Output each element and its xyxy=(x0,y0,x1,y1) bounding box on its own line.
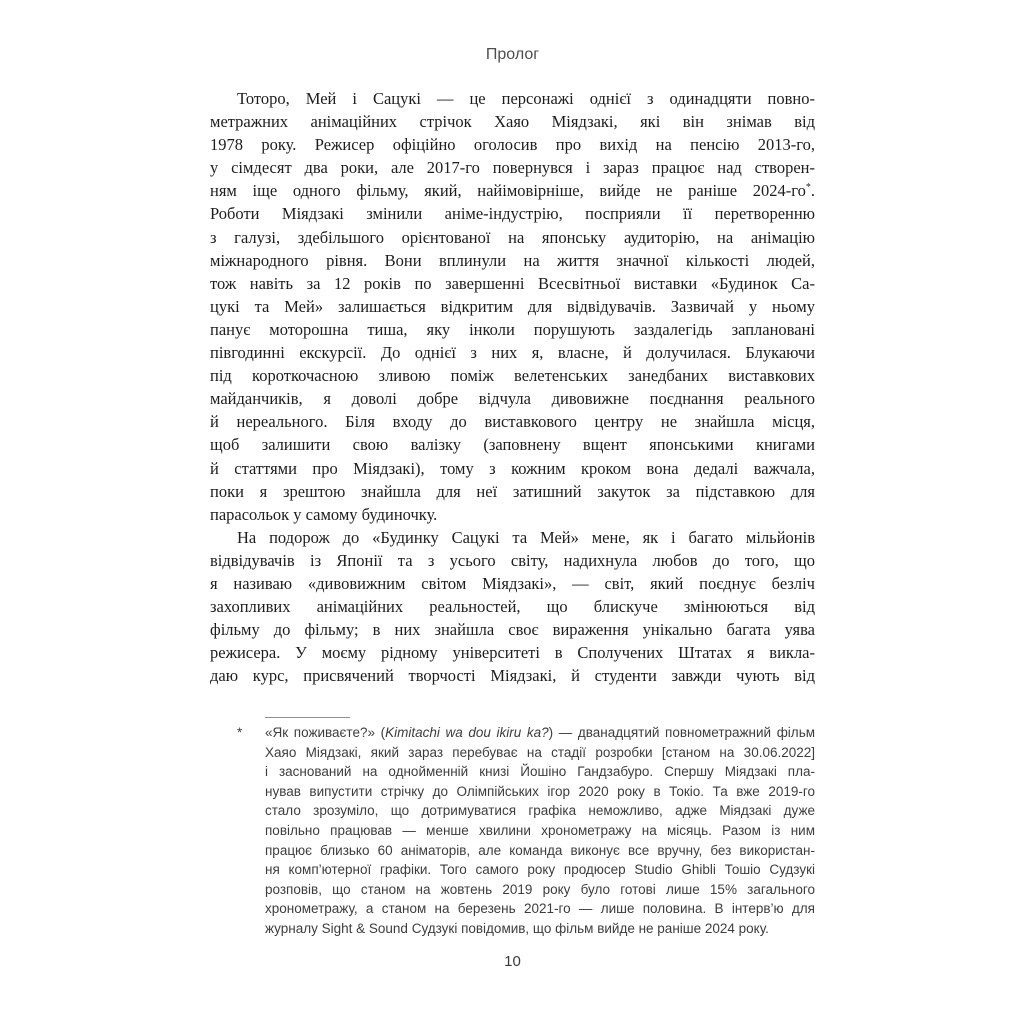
footnote-line: розповів, що станом на жовтень 2019 року було готові лише 15% загального xyxy=(265,881,815,897)
footnote-line: повільно працював — менше хвилини хронометражу на місяць. Разом із ним xyxy=(265,822,815,838)
body-text-line: тож навіть за 12 років по завершенні Всесвітньої виставки «Будинок Са- xyxy=(210,273,815,293)
footnote-marker: * xyxy=(237,725,243,740)
body-text-line: захопливих анімаційних реальностей, що блискуче змінюються від xyxy=(210,597,815,617)
body-text-line: у сімдесят два роки, але 2017-го повернувся і зараз працює над створен- xyxy=(210,158,815,178)
body-text-line: цукі та Мей» залишається відкритим для відвідувачів. Зазвичай у ньому xyxy=(210,296,815,316)
footnote-line: працює близько 60 аніматорів, але команда виконує все вручну, без використан- xyxy=(265,842,815,858)
body-text-line: відвідувачів із Японії та з усього світу, надихнула любов до того, що xyxy=(210,550,815,570)
body-text-line: майданчиків, я доволі добре відчула дивовижне поєднання реального xyxy=(210,389,815,409)
body-text-line: панує моторошна тиша, яку інколи порушують заздалегідь заплановані xyxy=(210,319,815,339)
body-text-line: режисера. У моєму рідному університеті в Сполучених Штатах я викла- xyxy=(210,643,815,663)
footnote-line: Хаяо Міядзакі, який зараз перебуває на стадії розробки [станом на 30.06.2022] xyxy=(265,744,815,760)
page-number: 10 xyxy=(504,953,521,970)
body-text-line: Тоторо, Мей і Сацукі — це персонажі однієї з одинадцяти повно- xyxy=(237,89,815,108)
footnote-line: і заснований на однойменній книзі Йошіно Гандзабуро. Спершу Міядзакі пла- xyxy=(265,764,815,780)
footnote-line xyxy=(265,723,815,743)
footnote-line: хронометражу, а станом на березень 2021-го — лише половина. В інтерв’ю для xyxy=(265,901,815,917)
body-text-line: поки я зрештою знайшла для неї затишний закуток за підставкою для xyxy=(210,481,815,501)
footnote-line: журналу Sight & Sound Судзукі повідомив, що фільм вийде не раніше 2024 року. xyxy=(265,920,769,936)
body-text-line: з галузі, здебільшого орієнтованої на японську аудиторію, на анімацію xyxy=(210,227,815,247)
footnote-line: нував випустити стрічку до Олімпійських ігор 2020 року в Токіо. Та вже 2019-го xyxy=(265,783,815,799)
footnote-text-block xyxy=(265,723,815,939)
body-text-line: я називаю «дивовижним світом Міядзакі», — світ, який поєднує безліч xyxy=(210,573,815,593)
body-text-line: Роботи Міядзакі змінили аніме-індустрію, посприяли її перетворенню xyxy=(210,204,815,224)
footnote-separator-rule xyxy=(265,717,350,718)
body-text-line: 1978 року. Режисер офіційно оголосив про вихід на пенсію 2013-го, xyxy=(210,135,815,155)
body-text-line: На подорож до «Будинку Сацукі та Мей» мене, як і багато мільйонів xyxy=(237,527,815,547)
body-text-line: міжнародного рівня. Вони вплинули на життя значної кількості людей, xyxy=(210,250,815,270)
body-text-line: щоб залишити свою валізку (заповнену вщент японськими книгами xyxy=(210,435,815,455)
footnote-line: стало зрозуміло, що дотримуватися графіка неможливо, адже Міядзакі дуже xyxy=(265,803,815,819)
body-text-line: фільму до фільму; в них знайшла своє вираження унікально багата уява xyxy=(210,620,815,640)
body-text-line: й статтями про Міядзакі), тому з кожним кроком вона дедалі важчала, xyxy=(210,458,815,478)
chapter-title: Пролог xyxy=(485,46,540,63)
body-text-line: під короткочасною зливою поміж велетенських занедбаних виставкових xyxy=(210,366,815,386)
body-text-block xyxy=(210,87,815,687)
body-text-line: парасольок у самому будиночку. xyxy=(210,504,438,524)
footnote-text-segment: ) — дванадцятий повнометражний фільм xyxy=(548,725,816,740)
body-text-line: даю курс, присвячений творчості Міядзакі, й студенти завжди чують від xyxy=(210,666,815,686)
body-text-line: й нереального. Біля входу до виставкового центру не знайшла місця, xyxy=(210,412,815,432)
footnote-line: ня комп’ютерної графіки. Того самого року продюсер Studio Ghibli Тошіо Судзукі xyxy=(265,862,815,878)
body-text-line: ням іще одного фільму, який, найімовірніше, вийде не раніше 2024-го*. xyxy=(210,181,815,201)
body-text-line: метражних анімаційних стрічок Хаяо Міядзакі, які він знімав від xyxy=(210,112,815,132)
body-text-segment: ням іще одного фільму, який, найімовірніше, вийде не раніше 2024-го xyxy=(210,181,806,201)
footnote-text-segment: «Як поживаєте?» ( xyxy=(265,725,386,740)
body-text-segment: . xyxy=(810,181,815,201)
footnote xyxy=(210,723,815,939)
body-text-line: півгодинні екскурсії. До однієї з них я, власне, й долучилася. Блукаючи xyxy=(210,343,815,363)
footnote-film-title-italic: Kimitachi wa dou ikiru ka? xyxy=(385,725,549,740)
